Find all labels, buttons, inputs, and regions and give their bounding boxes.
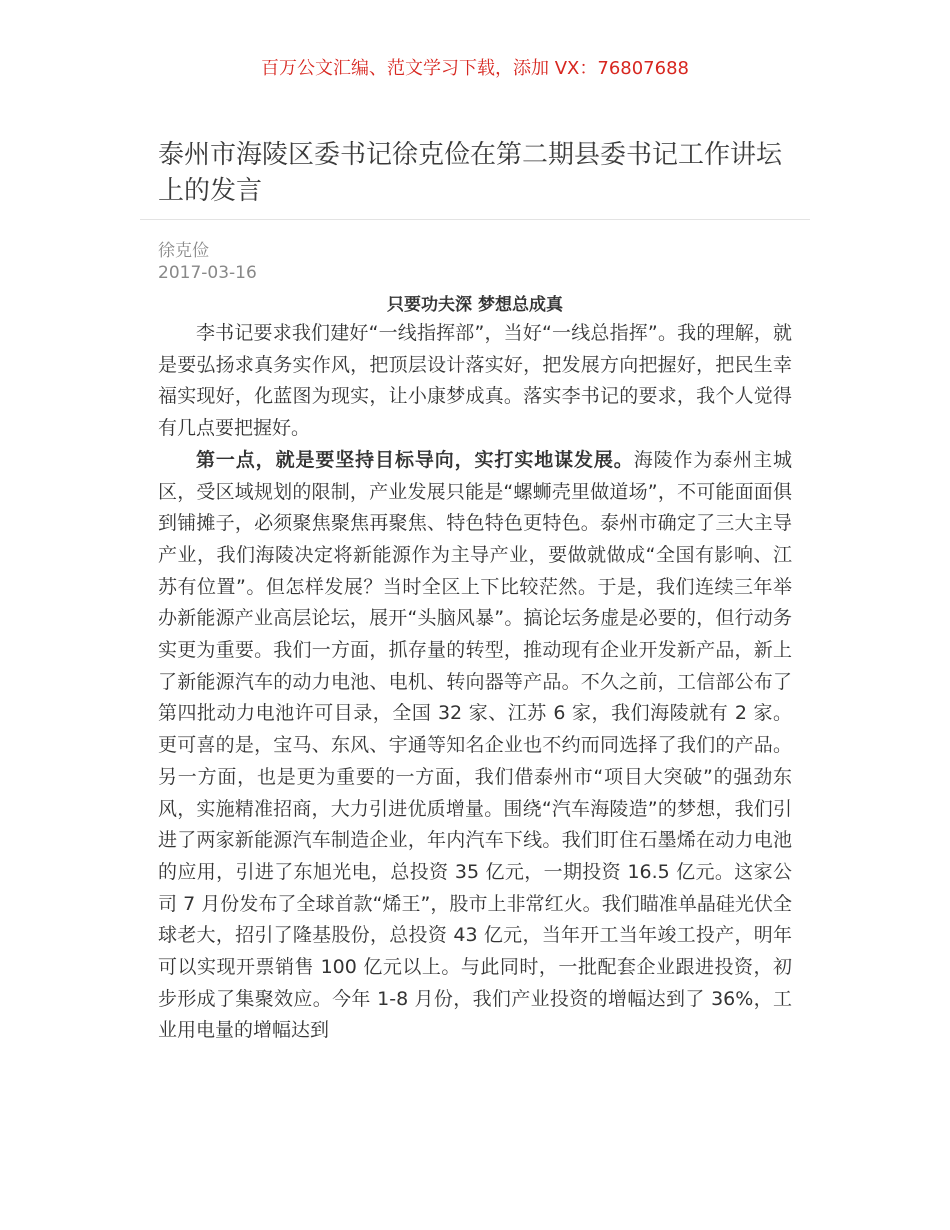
article-body xyxy=(158,318,792,1047)
article-subtitle: 只要功夫深 梦想总成真 xyxy=(387,295,563,315)
article-date: 2017-03-16 xyxy=(158,263,257,283)
paragraph-text: 李书记要求我们建好“一线指挥部”，当好“一线总指挥”。我的理解，就是要弘扬求真务实作风，把顶层设计落实好，把发展方向把握好，把民生幸福实现好，化蓝图为现实，让小康梦成真。落实李书记的要求，我个人觉得有几点要把握好。 xyxy=(158,322,792,440)
paragraph-intro xyxy=(158,318,792,445)
download-banner: 百万公文汇编、范文学习下载，添加 VX：76807688 xyxy=(261,58,689,79)
article-title: 泰州市海陵区委书记徐克俭在第二期县委书记工作讲坛上的发言 xyxy=(158,140,783,206)
title-divider xyxy=(140,219,810,220)
paragraph-lead: 第一点，就是要坚持目标导向，实打实地谋发展。 xyxy=(196,448,634,471)
paragraph-point-one xyxy=(158,445,792,1047)
paragraph-text: 海陵作为泰州主城区，受区域规划的限制，产业发展只能是“螺蛳壳里做道场”，不可能面面俱到铺摊子，必须聚焦聚焦再聚焦、特色特色更特色。泰州市确定了三大主导产业，我们海陵决定将新能源作为主导产业，要做就做成“全国有影响、江苏有位置”。但怎样发展？当时全区上下比较茫然。于是，我们连续三年举办新能源产业高层论坛，展开“头脑风暴”。搞论坛务虚是必要的，但行动务实更为重要。我们一方面，抓存量的转型，推动现有企业开发新产品，新上了新能源汽车的动力电池、电机、转向器等产品。不久之前，工信部公布了第四批动力电池许可目录，全国 32 家、江苏 6 家，我们海陵就有 2 家。更可喜的是，宝马、东风、宇通等知名企业也不约而同选择了我们的产品。另一方面，也是更为重要的一方面，我们借泰州市“项目大突破”的强劲东风，实施精准招商，大力引进优质增量。围绕“汽车海陵造”的梦想，我们引进了两家新能源汽车制造企业，年内汽车下线。我们盯住石墨烯在动力电池的应用，引进了东旭光电，总投资 35 亿元，一期投资 16.5 亿元。这家公司 7 月份发布了全球首款“烯王”，股市上非常红火。我们瞄准单晶硅光伏全球老大，招引了隆基股份，总投资 43 亿元，当年开工当年竣工投产，明年可以实现开票销售 100 亿元以上。与此同时，一批配套企业跟进投资，初步形成了集聚效应。今年 1-8 月份，我们产业投资的增幅达到了 36%，工业用电量的增幅达到 xyxy=(158,448,792,1042)
article-author: 徐克俭 xyxy=(158,241,209,261)
